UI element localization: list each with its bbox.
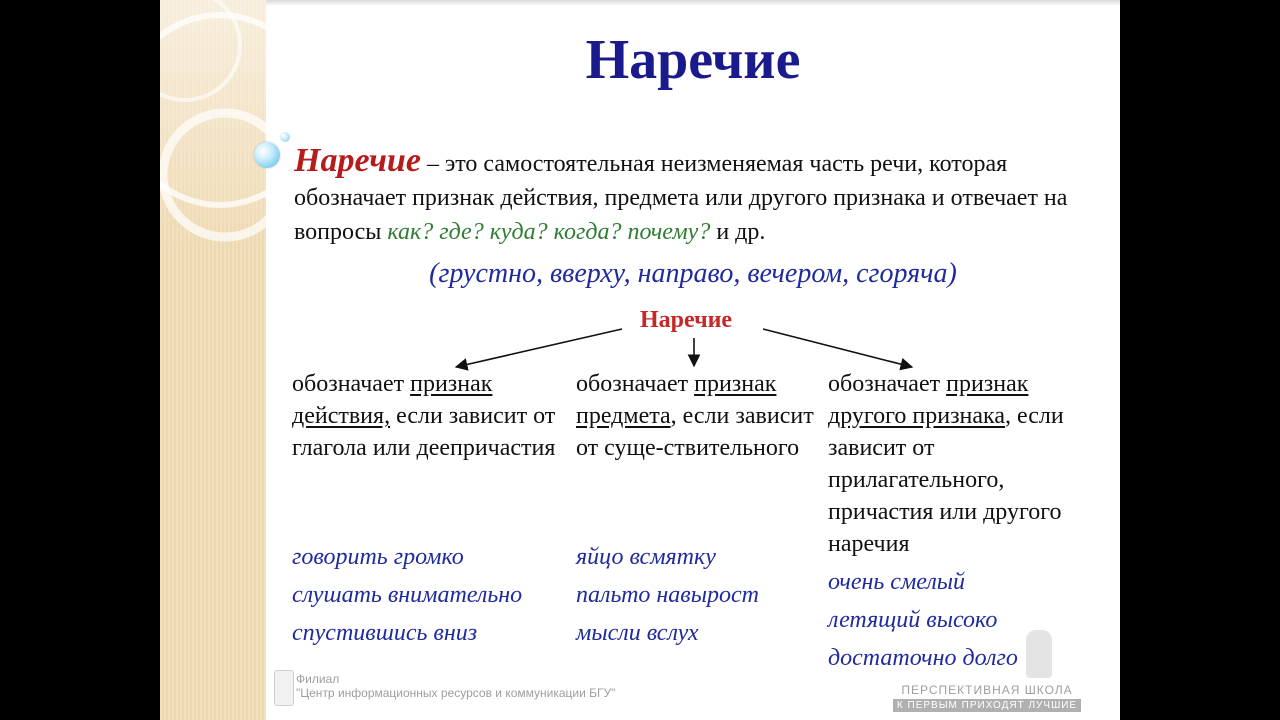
col1-post: если зависит от глагола или деепричастия bbox=[292, 403, 556, 461]
definition-text-1: – это самостоятельная неизменяемая часть речи, которая обозначает признак действия, предмета или другого признака и отвечает на вопросы bbox=[294, 151, 1068, 245]
arrow-right bbox=[763, 329, 912, 367]
footer-school-logo bbox=[893, 683, 1081, 712]
col2-post: , если зависит от суще-ствительного bbox=[576, 403, 814, 461]
example-item: спустившись вниз bbox=[292, 620, 478, 646]
column-action bbox=[292, 368, 572, 464]
example-item: очень смелый bbox=[828, 569, 966, 595]
example-item: яйцо всмятку bbox=[576, 544, 716, 570]
col3-post: , если зависит от прилагательного, причастия или другого наречия bbox=[828, 403, 1064, 557]
school-figure-icon bbox=[1026, 630, 1052, 678]
column-object-examples bbox=[576, 538, 759, 652]
col1-underlined: признак действия, bbox=[292, 371, 493, 429]
col1-pre: обозначает bbox=[292, 371, 411, 397]
examples-line: (грустно, вверху, направо, вечером, сгоряча) bbox=[429, 258, 957, 289]
col3-underlined: признак другого признака bbox=[828, 371, 1029, 429]
arrow-left bbox=[456, 329, 622, 367]
example-item: мысли вслух bbox=[576, 620, 699, 646]
col2-pre: обозначает bbox=[576, 371, 695, 397]
column-action-examples bbox=[292, 538, 522, 652]
col2-underlined: признак предмета bbox=[576, 371, 777, 429]
slide bbox=[160, 0, 1120, 720]
footer-school-name: ПЕРСПЕКТИВНАЯ ШКОЛА bbox=[901, 683, 1073, 697]
diagram-center-label: Наречие bbox=[640, 307, 733, 333]
example-item: пальто навырост bbox=[576, 582, 759, 608]
column-attribute bbox=[828, 368, 1108, 560]
column-object bbox=[576, 368, 816, 464]
slide-title: Наречие bbox=[585, 29, 801, 91]
footer-branch-text bbox=[296, 672, 615, 700]
example-item: говорить громко bbox=[292, 544, 464, 570]
branch-logo-icon bbox=[274, 670, 294, 706]
example-item: достаточно долго bbox=[828, 645, 1018, 671]
footer-branch-line2: "Центр информационных ресурсов и коммуникации БГУ" bbox=[296, 686, 616, 700]
example-item: летящий высоко bbox=[828, 607, 998, 633]
definition-questions: как? где? куда? когда? почему? bbox=[387, 219, 711, 245]
example-item: слушать внимательно bbox=[292, 582, 523, 608]
footer-school-slogan: К ПЕРВЫМ ПРИХОДЯТ ЛУЧШИЕ bbox=[893, 699, 1081, 712]
column-attribute-examples bbox=[828, 563, 1018, 677]
col3-pre: обозначает bbox=[828, 371, 947, 397]
definition-term: Наречие bbox=[294, 142, 421, 179]
footer-branch-line1: Филиал bbox=[296, 672, 340, 686]
definition-text-2: и др. bbox=[710, 219, 766, 245]
